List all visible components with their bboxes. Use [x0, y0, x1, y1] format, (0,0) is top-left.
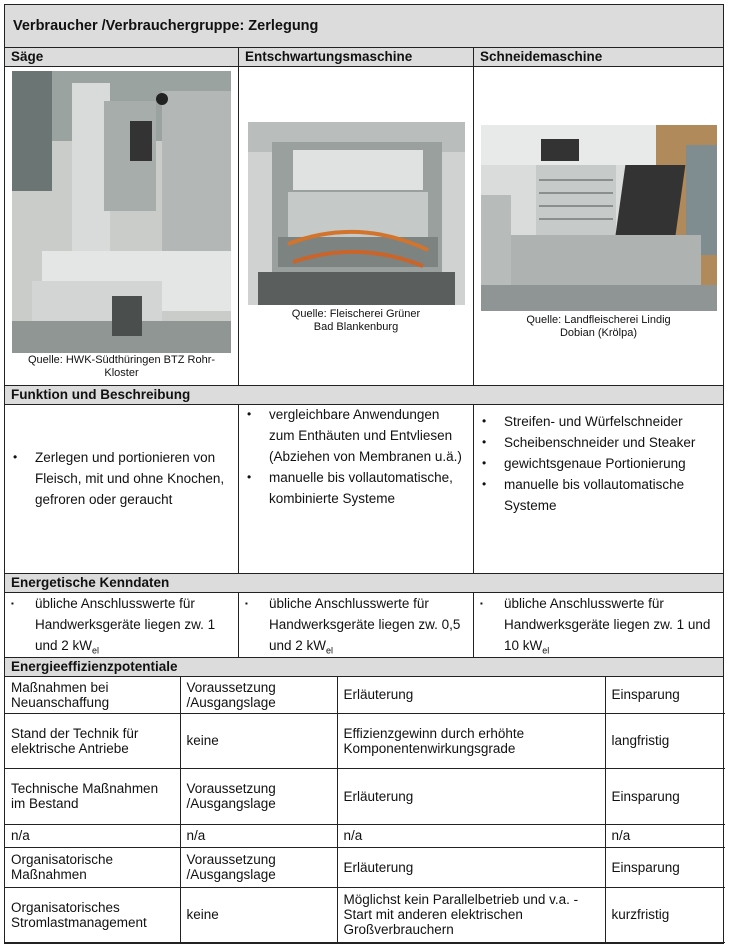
energy-row — [5, 593, 723, 658]
datasheet — [4, 4, 724, 944]
photo-cell-entschwartung — [239, 67, 474, 385]
list-item: • gewichtsgenaue Portionierung — [474, 453, 719, 474]
efficiency-table — [5, 677, 725, 943]
list-item: • manuelle bis vollautomatische, kombinierte Systeme — [239, 467, 467, 509]
section-effizienz: Energieeffizienzpotentiale — [5, 658, 723, 677]
energy-cell-schneide — [474, 593, 723, 657]
column-header-saege: Säge — [5, 48, 239, 66]
function-list-saege — [5, 447, 225, 510]
caption-schneide: Quelle: Landfleischerei Lindig Dobian (Krölpa) — [526, 314, 671, 339]
list-item: • manuelle bis vollautomatische Systeme — [474, 474, 719, 516]
bandsaw-photo — [12, 71, 231, 353]
photo-row — [5, 67, 723, 386]
table-row: Maßnahmen bei Neuanschaffung Voraussetzung /Ausgangslage Erläuterung Einsparung — [5, 677, 725, 713]
caption-saege: Quelle: HWK-Südthüringen BTZ Rohr- Kloster — [27, 354, 216, 379]
column-header-schneide: Schneidemaschine — [480, 49, 603, 64]
table-row: Technische Maßnahmen im Bestand Voraussetzung /Ausgangslage Erläuterung Einsparung — [5, 768, 725, 824]
column-header-entschwartung: Entschwartungsmaschine — [239, 48, 474, 66]
derinding-machine-photo — [248, 122, 465, 305]
function-cell-entschwartung — [239, 405, 474, 573]
slicer-photo — [481, 125, 717, 311]
table-row: Stand der Technik für elektrische Antriebe keine Effizienzgewinn durch erhöhte Komponentenwirkungsgrade langfristig — [5, 713, 725, 768]
datasheet-table — [4, 4, 724, 944]
section-funktion: Funktion und Beschreibung — [5, 386, 723, 405]
section-energie: Energetische Kenndaten — [5, 574, 723, 593]
function-cell-schneide — [474, 405, 723, 573]
list-item: ▪ übliche Anschlusswerte für Handwerksgeräte liegen zw. 1 und 2 $kW_{el}$ — [5, 593, 233, 662]
photo-cell-schneide — [474, 67, 723, 385]
function-list-entschwartung — [239, 404, 467, 509]
table-row: n/a n/a n/a n/a — [5, 824, 725, 847]
list-item: • Zerlegen und portionieren von Fleisch, mit und ohne Knochen, gefroren oder geraucht — [5, 447, 225, 510]
list-item: ▪ übliche Anschlusswerte für Handwerksgeräte liegen zw. 0,5 und 2 $kW_{el}$ — [239, 593, 467, 662]
function-list-schneide — [474, 411, 719, 516]
energy-cell-entschwartung — [239, 593, 474, 657]
list-item: • Streifen- und Würfelschneider — [474, 411, 719, 432]
function-row — [5, 405, 723, 574]
page-title: Verbraucher /Verbrauchergruppe: Zerlegung — [5, 5, 723, 48]
energy-list-entschwartung — [239, 593, 467, 662]
function-cell-saege — [5, 405, 239, 573]
energy-list-saege — [5, 593, 233, 662]
list-item: • Scheibenschneider und Steaker — [474, 432, 719, 453]
table-row: Organisatorische Maßnahmen Voraussetzung /Ausgangslage Erläuterung Einsparung — [5, 847, 725, 887]
energy-cell-saege — [5, 593, 239, 657]
list-item: • vergleichbare Anwendungen zum Enthäuten und Entvliesen (Abziehen von Membranen u.ä.) — [239, 404, 467, 467]
energy-list-schneide — [474, 593, 714, 662]
list-item: ▪ übliche Anschlusswerte für Handwerksgeräte liegen zw. 1 und 10 $kW_{el}$ — [474, 593, 714, 662]
table-row: Organisatorisches Stromlastmanagement keine Möglichst kein Parallelbetrieb und v.a. -Start mit anderen elektrischen Großverbrauchern kurzfristig — [5, 887, 725, 942]
column-headers — [5, 48, 723, 67]
photo-cell-saege — [5, 67, 239, 385]
caption-entschwartung: Quelle: Fleischerei Grüner Bad Blankenburg — [291, 308, 421, 333]
